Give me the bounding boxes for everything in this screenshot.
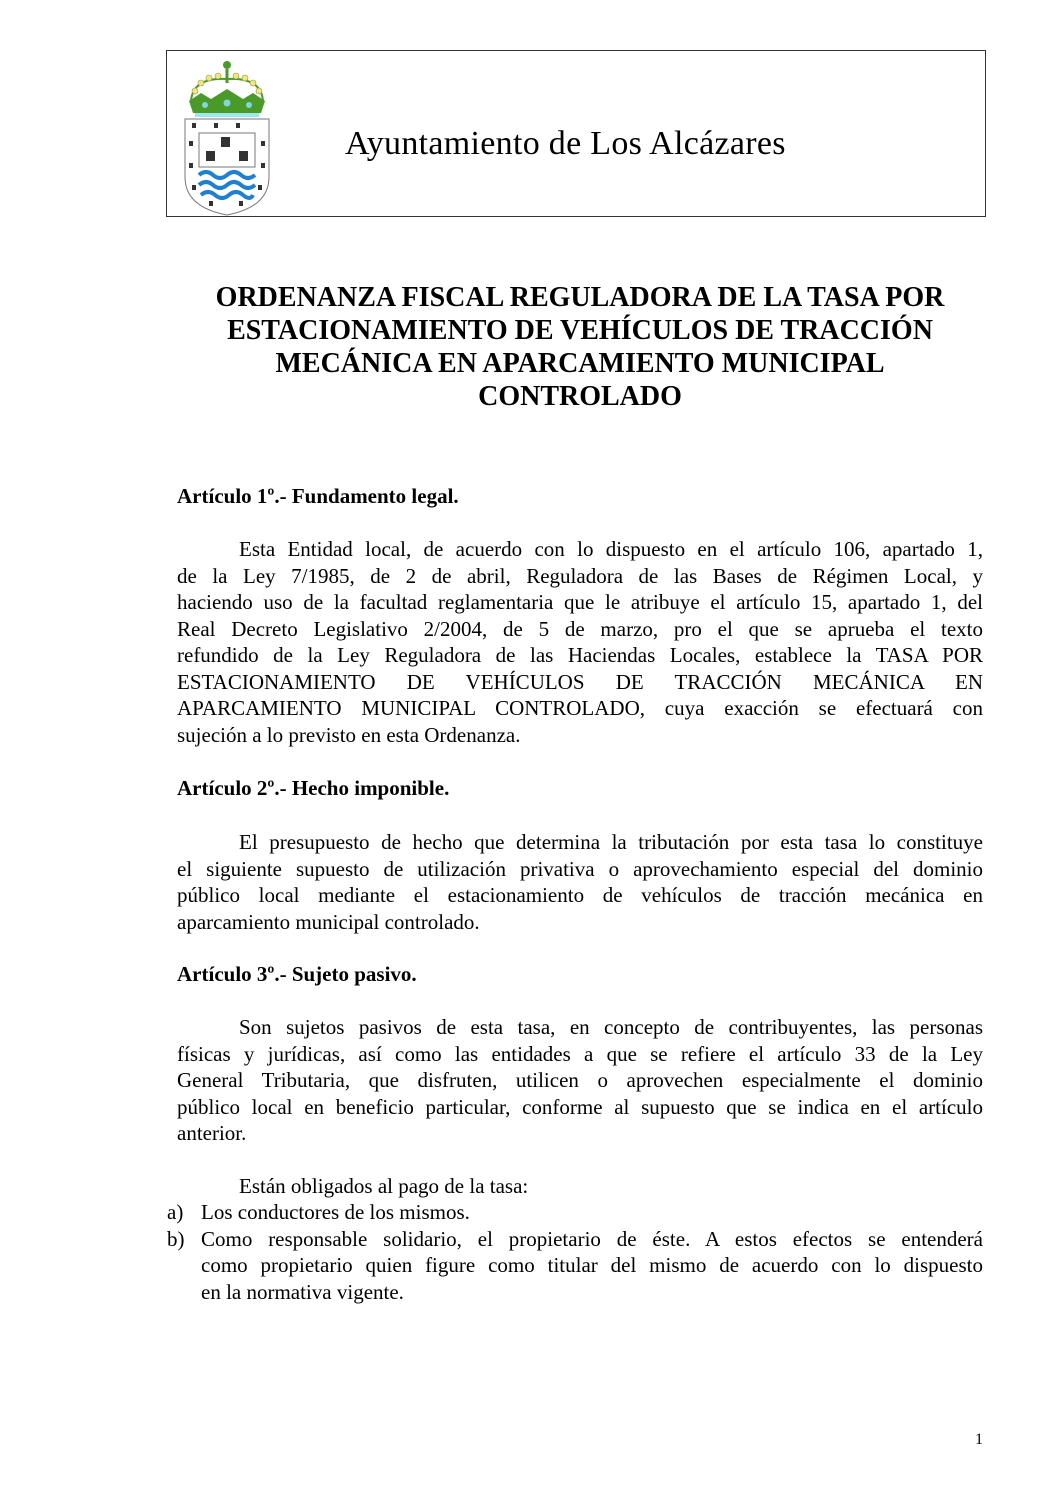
obligated-intro (177, 1173, 983, 1200)
text-line: público local en beneficio particular, conforme al supuesto que se indica en el artículo (177, 1094, 983, 1119)
text-line: haciendo uso de la facultad reglamentaria que le atribuye el artículo 15, apartado 1, del (177, 590, 983, 614)
text-line: Como responsable solidario, el propietario de éste. A estos efectos se entenderá (201, 1226, 983, 1251)
text-line: sujeción a lo previsto en esta Ordenanza. (177, 722, 521, 747)
article-1-paragraph (177, 536, 983, 748)
article-3-paragraph (177, 1014, 983, 1147)
text-line: de la Ley 7/1985, de 2 de abril, Reguladora de las Bases de Régimen Local, y (177, 563, 983, 588)
text-line: Real Decreto Legislativo 2/2004, de 5 de marzo, pro el que se aprueba el texto (177, 616, 983, 641)
text-line: físicas y jurídicas, así como las entidades a que se refiere el artículo 33 de la Ley (177, 1041, 983, 1066)
page-number: 1 (975, 1431, 983, 1448)
text-line: público local mediante el estacionamiento de vehículos de tracción mecánica en (177, 883, 983, 907)
title-line: ORDENANZA FISCAL REGULADORA DE LA TASA POR (215, 282, 945, 313)
text-line: El presupuesto de hecho que determina la tributación por esta tasa lo constituye (239, 830, 983, 854)
crown-icon (189, 61, 265, 117)
text-line: Los conductores de los mismos. (201, 1200, 470, 1224)
obligated-list (167, 1199, 983, 1305)
list-item (167, 1199, 983, 1226)
document-title (170, 281, 990, 413)
organization-name: Ayuntamiento de Los Alcázares (345, 125, 786, 162)
text-line: en la normativa vigente. (201, 1279, 404, 1304)
text-line: como propietario quien figure como titular del mismo de acuerdo con lo dispuesto (201, 1253, 983, 1277)
text-line: General Tributaria, que disfruten, utilicen o aprovechen especialmente el dominio (177, 1068, 983, 1092)
coat-of-arms-icon (181, 57, 273, 217)
title-line: MECÁNICA EN APARCAMIENTO MUNICIPAL (275, 348, 885, 379)
title-line: ESTACIONAMIENTO DE VEHÍCULOS DE TRACCIÓN (227, 315, 933, 346)
text-line: Son sujetos pasivos de esta tasa, en concepto de contribuyentes, las personas (239, 1015, 983, 1039)
obligated-intro-text: Están obligados al pago de la tasa: (239, 1174, 529, 1198)
title-line: CONTROLADO (478, 381, 682, 412)
text-line: ESTACIONAMIENTO DE VEHÍCULOS DE TRACCIÓN MECÁNICA EN (177, 669, 983, 694)
article-3-heading: Artículo 3º.- Sujeto pasivo. (177, 962, 417, 986)
letterhead (166, 50, 986, 217)
text-line: anterior. (177, 1121, 247, 1145)
article-1-heading: Artículo 1º.- Fundamento legal. (177, 484, 459, 508)
text-line: APARCAMIENTO MUNICIPAL CONTROLADO, cuya exacción se efectuará con (177, 696, 983, 720)
text-line: Esta Entidad local, de acuerdo con lo dispuesto en el artículo 106, apartado 1, (239, 537, 983, 561)
text-line: refundido de la Ley Reguladora de las Haciendas Locales, establece la TASA POR (177, 643, 983, 667)
text-line: aparcamiento municipal controlado. (177, 909, 480, 934)
article-2-heading: Artículo 2º.- Hecho imponible. (177, 776, 450, 800)
article-2-paragraph (177, 829, 983, 935)
list-marker: b) (167, 1226, 185, 1251)
list-item (167, 1226, 983, 1306)
list-marker: a) (167, 1200, 184, 1224)
text-line: el siguiente supuesto de utilización privativa o aprovechamiento especial del dominio (177, 856, 983, 881)
shield-icon (185, 119, 269, 215)
